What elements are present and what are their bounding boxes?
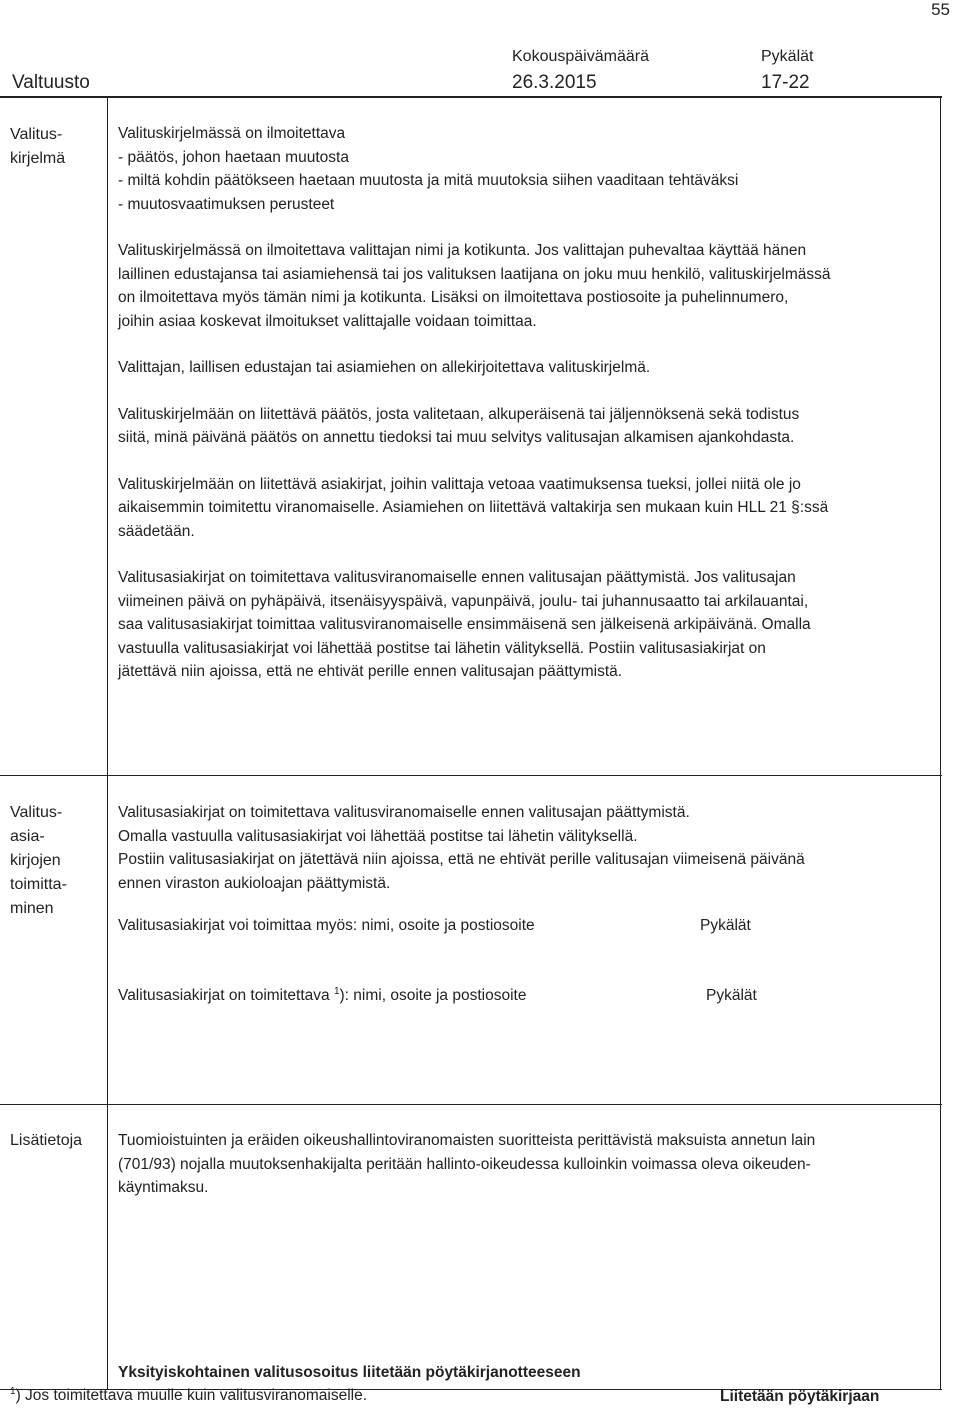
text-line: Postiin valitusasiakirjat on jätettävä niin ajoissa, että ne ehtivät perille valitusajan viimeisenä päivänä bbox=[118, 851, 805, 868]
text-line: Valituskirjelmään on liitettävä asiakirjat, joihin valittaja vetoaa vaatimuksensa tueksi, jollei niitä ole jo bbox=[118, 475, 801, 493]
side-label-line: kirjelmä bbox=[10, 150, 66, 167]
text-line: joihin asiaa koskevat ilmoitukset valittajalle voidaan toimittaa. bbox=[118, 312, 537, 330]
delivery-option-text: Valitusasiakirjat on toimitettava bbox=[118, 987, 334, 1004]
delivery-option-1-sections: Pykälät bbox=[700, 917, 751, 934]
side-label-document-delivery bbox=[10, 801, 102, 921]
side-label-line: kirjojen bbox=[10, 852, 61, 869]
text-line: Valitusasiakirjat on toimitettava valitusviranomaiselle ennen valitusajan päättymistä. Jos valitusajan bbox=[118, 569, 796, 586]
delivery-deadline-paragraph bbox=[118, 566, 933, 684]
text-line: Valitusasiakirjat on toimitettava valitusviranomaiselle ennen valitusajan päättymistä. bbox=[118, 804, 690, 821]
text-line: siitä, minä päivänä päätös on annettu tiedoksi tai muu selvitys valitusajan alkamisen ajankohdasta. bbox=[118, 429, 795, 446]
side-label-line: toimitta- bbox=[10, 876, 67, 893]
footnote bbox=[10, 1387, 367, 1405]
header-rule bbox=[0, 96, 942, 98]
appeal-requirements-list bbox=[118, 122, 933, 216]
text-line: laillinen edustajansa tai asiamiehensä tai jos valituksen laatijana on joku muu henkilö, valituskirjelmässä bbox=[118, 265, 831, 283]
side-label-additional-info: Lisätietoja bbox=[10, 1132, 83, 1149]
text-line: - miltä kohdin päätökseen haetaan muutosta ja mitä muutoksia siihen vaaditaan tehtäväksi bbox=[118, 172, 739, 189]
text-line: ennen viraston aukioloajan päättymistä. bbox=[118, 874, 391, 892]
text-line: - muutosvaatimuksen perusteet bbox=[118, 195, 335, 213]
section-divider-1 bbox=[0, 775, 942, 776]
delivery-option-text: Valitusasiakirjat voi toimittaa myös: nimi, osoite ja postiosoite bbox=[118, 917, 535, 934]
side-label-line: Valitus- bbox=[10, 804, 63, 821]
text-line: Valittajan, laillisen edustajan tai asiamiehen on allekirjoitettava valituskirjelmä. bbox=[118, 359, 651, 376]
side-label-line: asia- bbox=[10, 828, 45, 845]
delivery-instructions bbox=[118, 801, 933, 895]
attachment-decision-paragraph bbox=[118, 403, 933, 450]
text-line: vastuulla valitusasiakirjat voi lähettää postitse tai lähetin välityksellä. Postiin valitusasiakirjat on bbox=[118, 639, 766, 657]
side-label-line: Valitus- bbox=[10, 126, 63, 143]
meeting-date: 26.3.2015 bbox=[512, 72, 597, 93]
text-line: on ilmoitettava myös tämän nimi ja kotikunta. Lisäksi on ilmoitettava postiosoite ja puhelinnumero, bbox=[118, 289, 789, 306]
text-line: aikaisemmin toimitettu viranomaiselle. Asiamiehen on liitettävä valtakirja sen mukaan kuin HLL 21 §:ssä bbox=[118, 499, 829, 516]
attach-to-minutes-label: Liitetään pöytäkirjaan bbox=[720, 1388, 880, 1405]
organ-name: Valtuusto bbox=[12, 72, 90, 93]
section-divider-2 bbox=[0, 1104, 942, 1105]
sections-label: Pykälät bbox=[761, 48, 814, 65]
text-line: (701/93) nojalla muutoksenhakijalta peritään hallinto-oikeudessa kulloinkin voimassa oleva oikeuden- bbox=[118, 1155, 811, 1173]
footnote-marker: 1 bbox=[10, 1385, 16, 1397]
text-line: Omalla vastuulla valitusasiakirjat voi lähettää postitse tai lähetin välityksellä. bbox=[118, 827, 638, 845]
document-delivery-content bbox=[118, 801, 933, 918]
text-line: Valituskirjelmässä on ilmoitettava bbox=[118, 125, 346, 142]
text-line: Valituskirjelmässä on ilmoitettava valittajan nimi ja kotikunta. Jos valittajan puhevaltaa käyttää hänen bbox=[118, 242, 807, 259]
text-line: viimeinen päivä on pyhäpäivä, itsenäisyyspäivä, vapunpäivä, joulu- tai juhannusaatto tai arkilauantai, bbox=[118, 592, 809, 610]
delivery-option-text-tail: ): nimi, osoite ja postiosoite bbox=[339, 987, 527, 1004]
side-label-line: minen bbox=[10, 900, 54, 917]
text-line: Valituskirjelmään on liitettävä päätös, josta valitetaan, alkuperäisenä tai jäljennöksenä sekä todistus bbox=[118, 405, 800, 423]
footnote-marker: 1 bbox=[333, 985, 340, 997]
text-line: käyntimaksu. bbox=[118, 1179, 209, 1196]
text-line: - päätös, johon haetaan muutosta bbox=[118, 148, 349, 166]
additional-info-content bbox=[118, 1129, 933, 1200]
side-label-appeal-letter bbox=[10, 123, 102, 171]
signature-paragraph bbox=[118, 356, 933, 380]
meeting-date-label: Kokouspäivämäärä bbox=[512, 48, 649, 65]
text-line: jätettävä niin ajoissa, että ne ehtivät perille ennen valitusajan päättymistä. bbox=[118, 663, 623, 680]
appeal-letter-content bbox=[118, 122, 933, 684]
detailed-appeal-note: Yksityiskohtainen valitusosoitus liitetään pöytäkirjanotteeseen bbox=[118, 1364, 581, 1381]
footnote-text: ) Jos toimitettava muulle kuin valitusviranomaiselle. bbox=[15, 1387, 368, 1404]
column-divider bbox=[107, 96, 108, 1390]
appellant-info-paragraph bbox=[118, 239, 933, 333]
page-number: 55 bbox=[931, 0, 950, 19]
section-range: 17-22 bbox=[761, 72, 810, 93]
right-border bbox=[940, 96, 941, 1390]
delivery-option-2 bbox=[118, 987, 526, 1005]
text-line: saa valitusasiakirjat toimittaa valitusviranomaiselle ensimmäisenä sen jälkeisenä arkipäivänä. Omalla bbox=[118, 616, 811, 633]
delivery-option-2-sections: Pykälät bbox=[706, 987, 757, 1004]
attachment-documents-paragraph bbox=[118, 473, 933, 544]
delivery-option-1 bbox=[118, 917, 535, 935]
text-line: Tuomioistuinten ja eräiden oikeushallintoviranomaisten suoritteista perittävistä maksuista annetun lain bbox=[118, 1132, 816, 1149]
text-line: säädetään. bbox=[118, 522, 195, 540]
